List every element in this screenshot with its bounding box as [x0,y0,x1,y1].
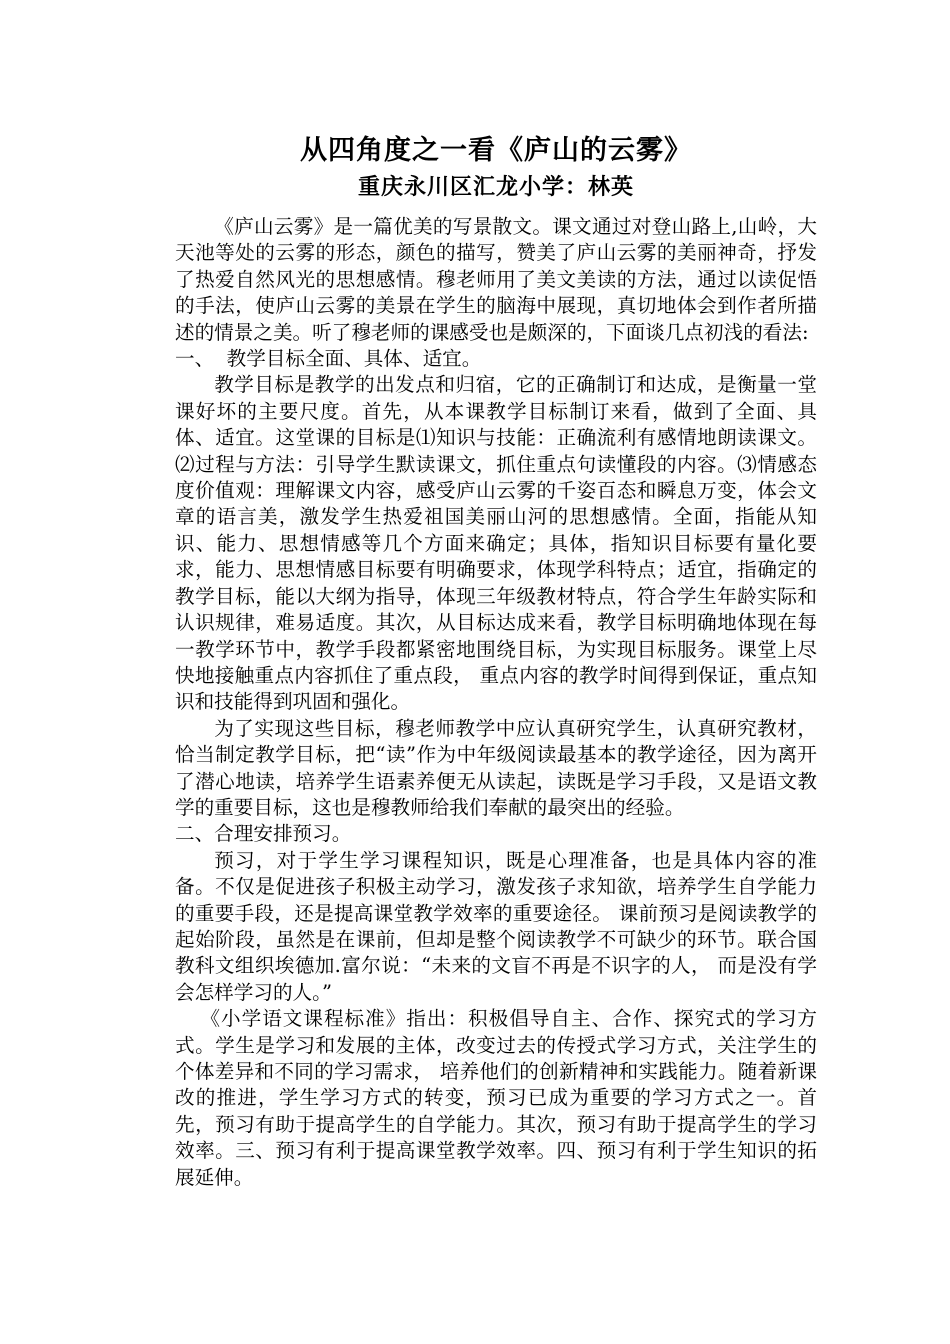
section2-paragraph-2: 《小学语文课程标准》指出：积极倡导自主、合作、探究式的学习方式。学生是学习和发展的主体，改变过去的传授式学习方式，关注学生的个体差异和不同的学习需求， 培养他们的创新精神和实践能力。随着新课改的推进，学生学习方式的转变，预习已成为重要的学习方式之一。首先，预习有助于提高学生的自学能力。其次，预习有助于提高学生的学习效率。三、预习有利于提高课堂教学效率。四、预习有利于学生知识的拓展延伸。 [175,1007,817,1189]
section1-heading: 一、 教学目标全面、具体、适宜。 [175,347,482,371]
document-title: 从四角度之一看《庐山的云雾》 [300,135,692,166]
section2-paragraph-1: 预习，对于学生学习课程知识，既是心理准备，也是具体内容的准备。不仅是促进孩子积极主动学习，激发孩子求知欲，培养学生自学能力的重要手段，还是提高课堂教学效率的重要途径。 课前预习是阅读教学的起始阶段，虽然是在课前，但却是整个阅读教学不可缺少的环节。联合国教科文组织埃德加.富尔说：“未来的文盲不再是不识字的人， 而是没有学会怎样学习的人。” [175,848,817,1004]
section1-paragraph-2: 为了实现这些目标，穆老师教学中应认真研究学生，认真研究教材，恰当制定教学目标，把“读”作为中年级阅读最基本的教学途径，因为离开了潜心地读，培养学生语素养便无从读起，读既是学习手段，又是语文教学的重要目标，这也是穆教师给我们奉献的最突出的经验。 [175,716,817,819]
document-page [175,132,817,1191]
document-subtitle: 重庆永川区汇龙小学：林英 [357,174,634,200]
intro-paragraph: 《庐山云雾》是一篇优美的写景散文。课文通过对登山路上,山岭，大天池等处的云雾的形态，颜色的描写，赞美了庐山云雾的美丽神奇，抒发了热爱自然风光的思想感情。穆老师用了美文美读的方法，通过以读促悟的手法，使庐山云雾的美景在学生的脑海中展现，真切地体会到作者所描述的情景之美。听了穆老师的课感受也是颇深的，下面谈几点初浅的看法: [175,215,817,344]
section2-heading: 二、合理安排预习。 [175,822,352,846]
section1-paragraph-1: 教学目标是教学的出发点和归宿，它的正确制订和达成，是衡量一堂课好坏的主要尺度。首先，从本课教学目标制订来看，做到了全面、具体、适宜。这堂课的目标是⑴知识与技能：正确流利有感情地朗读课文。⑵过程与方法：引导学生默读课文，抓住重点句读懂段的内容。⑶情感态度价值观：理解课文内容，感受庐山云雾的千姿百态和瞬息万变，体会文章的语言美，激发学生热爱祖国美丽山河的思想感情。全面，指能从知识、能力、思想情感等几个方面来确定；具体，指知识目标要有量化要求，能力、思想情感目标要有明确要求，体现学科特点；适宜，指确定的教学目标，能以大纲为指导，体现三年级教材特点，符合学生年龄实际和认识规律，难易适度。其次，从目标达成来看，教学目标明确地体现在每一教学环节中，教学手段都紧密地围绕目标，为实现目标服务。课堂上尽快地接触重点内容抓住了重点段， 重点内容的教学时间得到保证，重点知识和技能得到巩固和强化。 [175,373,817,714]
